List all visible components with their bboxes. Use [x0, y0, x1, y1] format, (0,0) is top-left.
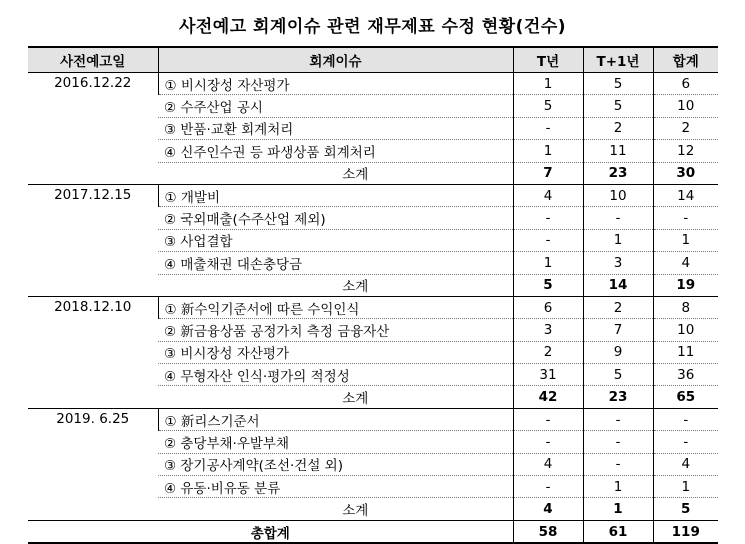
t-year-value: 2	[513, 341, 583, 363]
issue-label: ② 新금융상품 공정가치 측정 금융자산	[158, 319, 513, 341]
total-t-year: 58	[513, 520, 583, 543]
t-year-value: 5	[513, 95, 583, 117]
sum-value: -	[653, 207, 718, 229]
header-sum: 합계	[653, 47, 718, 73]
header-row	[28, 47, 718, 73]
t1-year-value: 2	[583, 117, 653, 139]
t1-year-value: 9	[583, 341, 653, 363]
header-t-year: T년	[513, 47, 583, 73]
subtotal-label: 소계	[158, 498, 513, 520]
issue-label: ④ 무형자산 인식·평가의 적정성	[158, 364, 513, 386]
table-row	[28, 184, 718, 206]
t1-year-value: -	[583, 453, 653, 475]
subtotal-t-year: 5	[513, 274, 583, 296]
table-row	[28, 296, 718, 318]
sum-value: 4	[653, 453, 718, 475]
subtotal-t-year: 4	[513, 498, 583, 520]
t-year-value: 1	[513, 252, 583, 274]
t1-year-value: 5	[583, 73, 653, 95]
t1-year-value: 5	[583, 364, 653, 386]
issue-label: ① 개발비	[158, 184, 513, 206]
sum-value: -	[653, 408, 718, 430]
issue-label: ② 충당부채·우발부채	[158, 431, 513, 453]
header-issue: 회계이슈	[158, 47, 513, 73]
t-year-value: 3	[513, 319, 583, 341]
revision-status-table	[28, 46, 718, 544]
table-row	[28, 408, 718, 430]
sum-value: 4	[653, 252, 718, 274]
sum-value: 11	[653, 341, 718, 363]
subtotal-sum: 65	[653, 386, 718, 408]
t1-year-value: 5	[583, 95, 653, 117]
subtotal-t1-year: 23	[583, 386, 653, 408]
sum-value: 10	[653, 319, 718, 341]
t-year-value: 31	[513, 364, 583, 386]
t-year-value: 1	[513, 73, 583, 95]
subtotal-t-year: 42	[513, 386, 583, 408]
t1-year-value: 1	[583, 476, 653, 498]
subtotal-t-year: 7	[513, 162, 583, 184]
issue-label: ① 비시장성 자산평가	[158, 73, 513, 95]
sum-value: 6	[653, 73, 718, 95]
sum-value: 1	[653, 229, 718, 251]
total-row	[28, 520, 718, 543]
sum-value: 10	[653, 95, 718, 117]
t1-year-value: 11	[583, 140, 653, 162]
t-year-value: -	[513, 207, 583, 229]
table-row	[28, 73, 718, 95]
subtotal-sum: 19	[653, 274, 718, 296]
subtotal-sum: 5	[653, 498, 718, 520]
t-year-value: -	[513, 229, 583, 251]
announce-date: 2017.12.15	[28, 184, 158, 296]
total-label: 총합계	[28, 520, 513, 543]
sum-value: -	[653, 431, 718, 453]
sum-value: 1	[653, 476, 718, 498]
total-t1-year: 61	[583, 520, 653, 543]
subtotal-t1-year: 1	[583, 498, 653, 520]
t-year-value: -	[513, 117, 583, 139]
subtotal-label: 소계	[158, 274, 513, 296]
t-year-value: -	[513, 431, 583, 453]
issue-label: ③ 비시장성 자산평가	[158, 341, 513, 363]
header-date: 사전예고일	[28, 47, 158, 73]
t1-year-value: -	[583, 431, 653, 453]
t1-year-value: 2	[583, 296, 653, 318]
t-year-value: 4	[513, 184, 583, 206]
header-t1-year: T+1년	[583, 47, 653, 73]
total-sum: 119	[653, 520, 718, 543]
announce-date: 2016.12.22	[28, 73, 158, 185]
issue-label: ② 수주산업 공시	[158, 95, 513, 117]
subtotal-label: 소계	[158, 162, 513, 184]
sum-value: 8	[653, 296, 718, 318]
sum-value: 12	[653, 140, 718, 162]
issue-label: ④ 매출채권 대손충당금	[158, 252, 513, 274]
t1-year-value: 7	[583, 319, 653, 341]
issue-label: ④ 유동·비유동 분류	[158, 476, 513, 498]
issue-label: ④ 신주인수권 등 파생상품 회계처리	[158, 140, 513, 162]
subtotal-sum: 30	[653, 162, 718, 184]
t1-year-value: 1	[583, 229, 653, 251]
subtotal-label: 소계	[158, 386, 513, 408]
issue-label: ③ 장기공사계약(조선·건설 외)	[158, 453, 513, 475]
sum-value: 14	[653, 184, 718, 206]
t1-year-value: -	[583, 207, 653, 229]
issue-label: ① 新수익기준서에 따른 수익인식	[158, 296, 513, 318]
issue-label: ② 국외매출(수주산업 제외)	[158, 207, 513, 229]
sum-value: 36	[653, 364, 718, 386]
t1-year-value: 10	[583, 184, 653, 206]
issue-label: ① 新리스기준서	[158, 408, 513, 430]
t-year-value: -	[513, 408, 583, 430]
announce-date: 2018.12.10	[28, 296, 158, 408]
t-year-value: 1	[513, 140, 583, 162]
sum-value: 2	[653, 117, 718, 139]
t1-year-value: 3	[583, 252, 653, 274]
t-year-value: 4	[513, 453, 583, 475]
subtotal-t1-year: 14	[583, 274, 653, 296]
announce-date: 2019. 6.25	[28, 408, 158, 520]
issue-label: ③ 사업결합	[158, 229, 513, 251]
table-title: 사전예고 회계이슈 관련 재무제표 수정 현황(건수)	[178, 17, 567, 37]
t1-year-value: -	[583, 408, 653, 430]
issue-label: ③ 반품·교환 회계처리	[158, 117, 513, 139]
t-year-value: -	[513, 476, 583, 498]
t-year-value: 6	[513, 296, 583, 318]
subtotal-t1-year: 23	[583, 162, 653, 184]
